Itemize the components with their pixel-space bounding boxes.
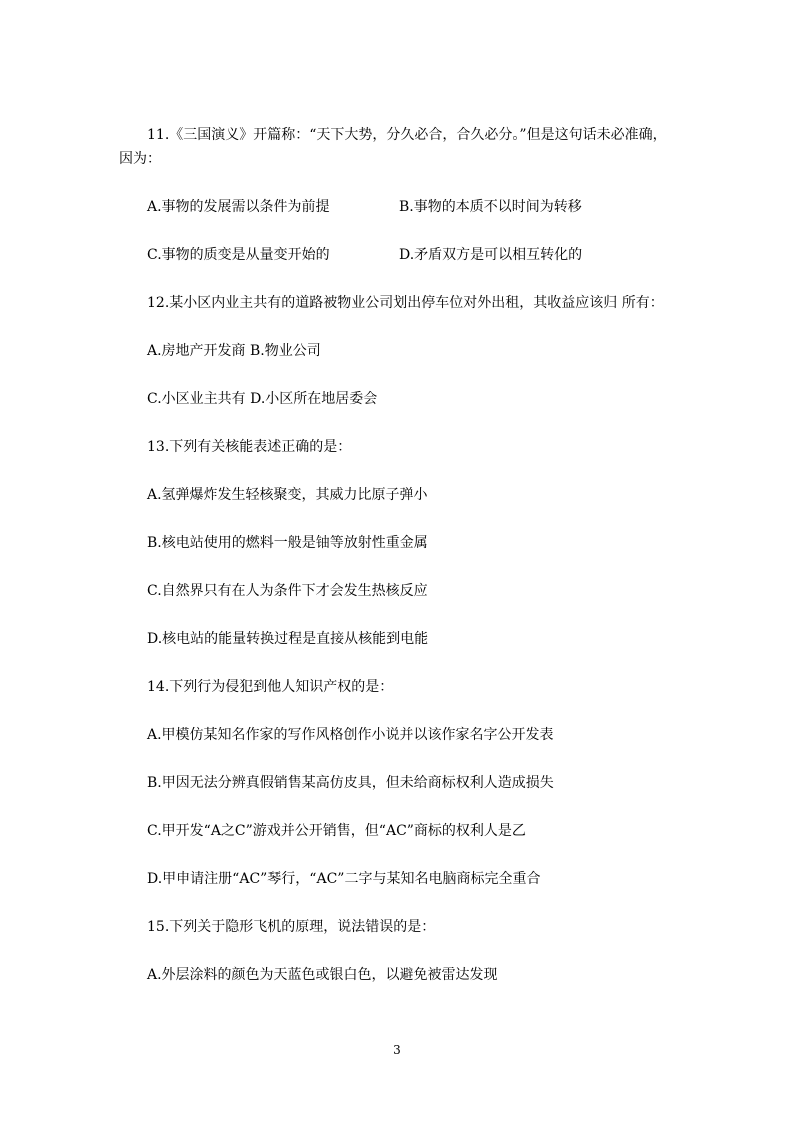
q14-option-b: B.甲因无法分辨真假销售某高仿皮具，但未给商标权利人造成损失 bbox=[147, 775, 554, 791]
q14-option-c: C.甲开发“A之C”游戏并公开销售，但“AC”商标的权利人是乙 bbox=[147, 823, 526, 839]
q11-stem-line1: 11.《三国演义》开篇称：“天下大势，分久必合，合久必分。”但是这句话未必准确， bbox=[147, 127, 667, 143]
q13-option-c: C.自然界只有在人为条件下才会发生热核反应 bbox=[147, 583, 428, 599]
page-number: 3 bbox=[393, 1043, 401, 1057]
q14-option-a: A.甲模仿某知名作家的写作风格创作小说并以该作家名字公开发表 bbox=[147, 727, 554, 743]
q12-stem: 12.某小区内业主共有的道路被物业公司划出停车位对外出租，其收益应该归 所有： bbox=[147, 295, 664, 311]
q13-option-d: D.核电站的能量转换过程是直接从核能到电能 bbox=[147, 631, 429, 647]
q15-option-a: A.外层涂料的颜色为天蓝色或银白色，以避免被雷达发现 bbox=[147, 967, 498, 983]
q13-stem: 13.下列有关核能表述正确的是： bbox=[147, 439, 352, 455]
q14-option-d: D.甲申请注册“AC”琴行，“AC”二字与某知名电脑商标完全重合 bbox=[147, 871, 541, 887]
q11-option-c: C.事物的质变是从量变开始的 bbox=[147, 247, 330, 263]
q11-option-b: B.事物的本质不以时间为转移 bbox=[399, 199, 582, 215]
q12-options-ab: A.房地产开发商 B.物业公司 bbox=[147, 343, 321, 359]
q15-stem: 15.下列关于隐形飞机的原理，说法错误的是： bbox=[147, 919, 436, 935]
q11-option-d: D.矛盾双方是可以相互转化的 bbox=[399, 247, 583, 263]
q13-option-a: A.氢弹爆炸发生轻核聚变，其威力比原子弹小 bbox=[147, 487, 428, 503]
q14-stem: 14.下列行为侵犯到他人知识产权的是： bbox=[147, 679, 394, 695]
q12-options-cd: C.小区业主共有 D.小区所在地居委会 bbox=[147, 391, 378, 407]
q11-option-a: A.事物的发展需以条件为前提 bbox=[147, 199, 330, 215]
q11-stem-line2: 因为： bbox=[119, 151, 161, 167]
q13-option-b: B.核电站使用的燃料一般是铀等放射性重金属 bbox=[147, 535, 428, 551]
